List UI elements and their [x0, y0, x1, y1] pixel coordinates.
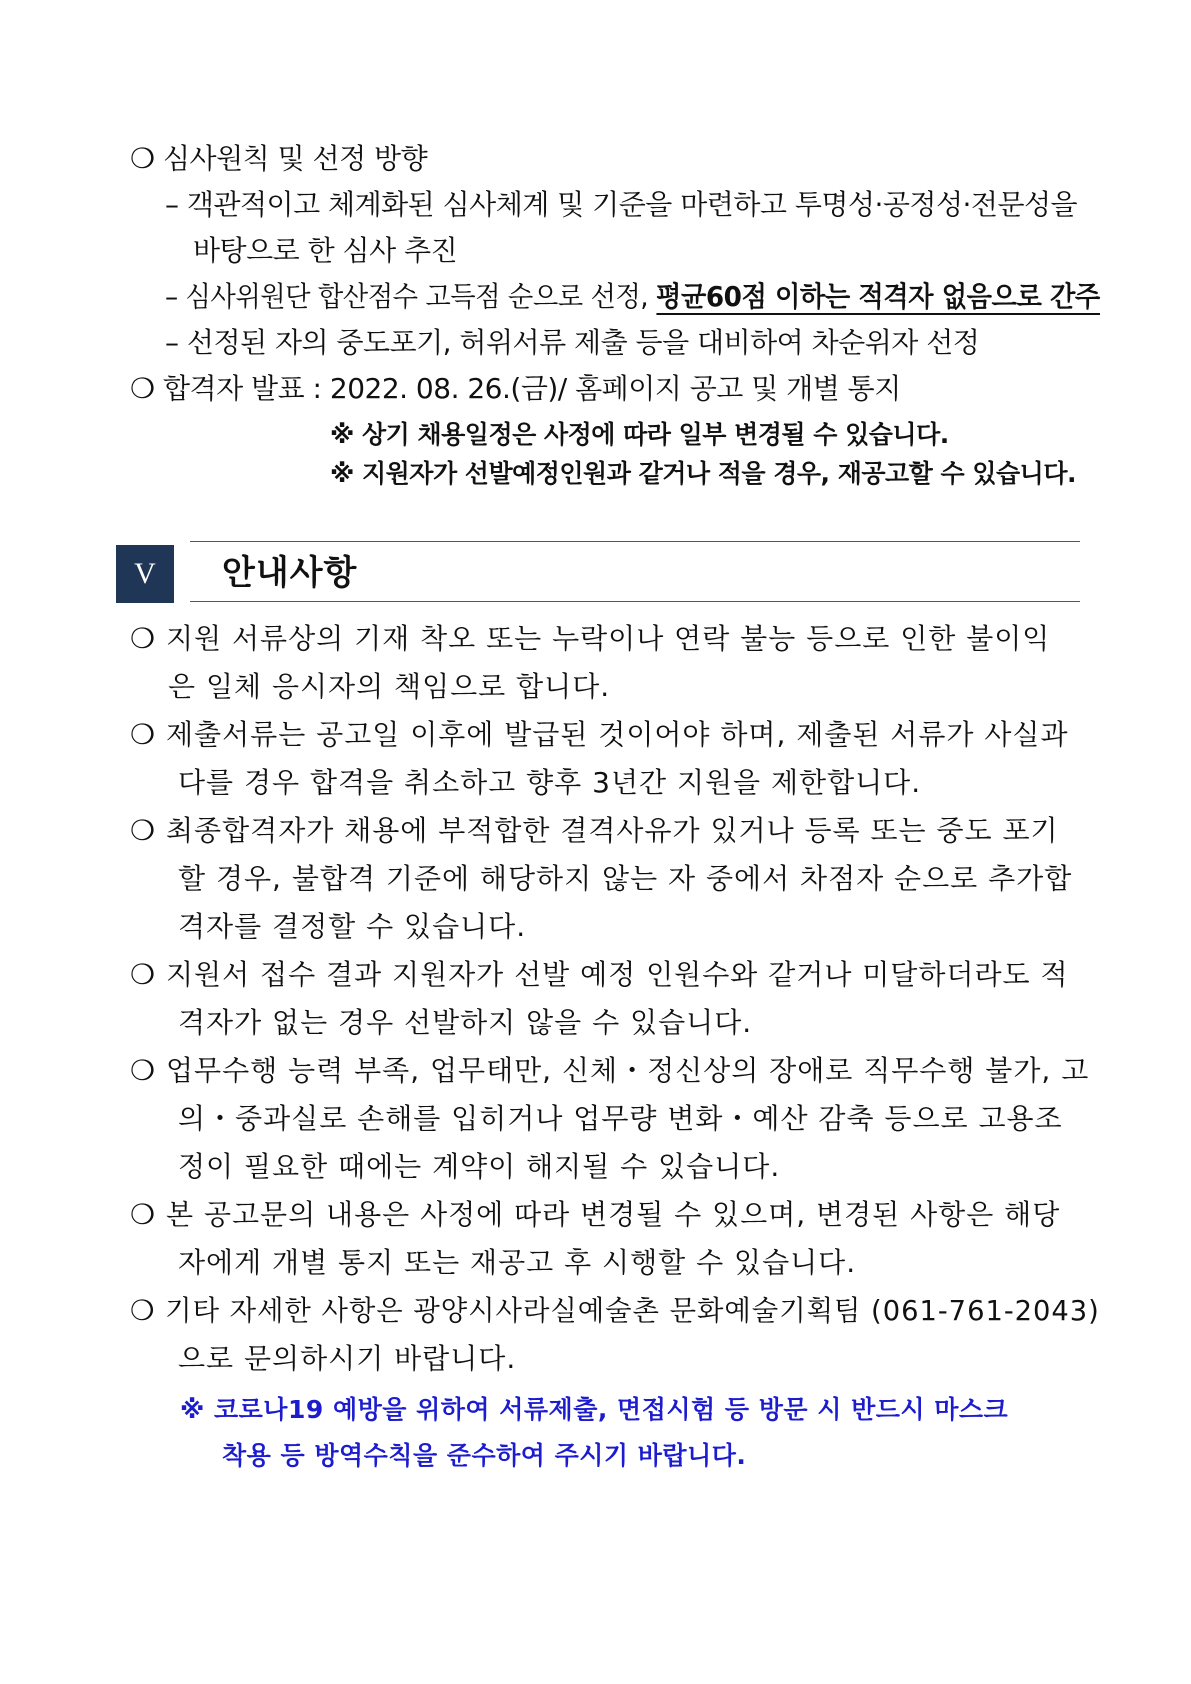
notice-3-line-3: 격자를 결정할 수 있습니다.: [178, 910, 527, 943]
notice-2-line-2: 다를 경우 합격을 취소하고 향후 3년간 지원을 제한합니다.: [178, 766, 922, 799]
criteria-item-2: [165, 280, 1100, 314]
section-bottom-rule: [190, 601, 1080, 602]
announcement-note-1: ※ 상기 채용일정은 사정에 따라 일부 변경될 수 있습니다.: [330, 420, 949, 449]
notice-7-line-1: ❍ 기타 자세한 사항은 광양시사라실예술촌 문화예술기획팀 (061-761-2043): [130, 1294, 1100, 1327]
notice-3-line-1: ❍ 최종합격자가 채용에 부적합한 결격사유가 있거나 등록 또는 중도 포기: [130, 814, 1059, 847]
notice-4-line-1: ❍ 지원서 접수 결과 지원자가 선발 예정 인원수와 같거나 미달하더라도 적: [130, 958, 1069, 991]
criteria-item-3: – 선정된 자의 중도포기, 허위서류 제출 등을 대비하여 차순위자 선정: [165, 326, 980, 359]
section-number-badge: V: [116, 545, 174, 603]
notice-5-line-3: 정이 필요한 때에는 계약이 해지될 수 있습니다.: [178, 1150, 781, 1183]
criteria-item-1-line-1: – 객관적이고 체계화된 심사체계 및 기준을 마련하고 투명성·공정성·전문성을: [165, 188, 1078, 221]
criteria-heading: ❍ 심사원칙 및 선정 방향: [130, 142, 428, 175]
notice-7-line-2: 으로 문의하시기 바랍니다.: [178, 1342, 517, 1375]
announcement-text: ❍ 합격자 발표 : 2022. 08. 26.(금)/ 홈페이지 공고 및 개별 통지: [130, 372, 901, 405]
notice-1-line-2: 은 일체 응시자의 책임으로 합니다.: [168, 670, 611, 703]
covid-notice-line-2: 착용 등 방역수칙을 준수하여 주시기 바랍니다.: [222, 1441, 747, 1470]
notice-6-line-1: ❍ 본 공고문의 내용은 사정에 따라 변경될 수 있으며, 변경된 사항은 해당: [130, 1198, 1061, 1231]
announcement-note-2: ※ 지원자가 선발예정인원과 같거나 적을 경우, 재공고할 수 있습니다.: [330, 459, 1076, 488]
criteria-item-1-line-2: 바탕으로 한 심사 추진: [193, 234, 458, 267]
covid-notice-line-1: ※ 코로나19 예방을 위하여 서류제출, 면접시험 등 방문 시 반드시 마스크: [180, 1395, 1009, 1424]
section-title: 안내사항: [222, 553, 358, 593]
notice-1-line-1: ❍ 지원 서류상의 기재 착오 또는 누락이나 연락 불능 등으로 인한 불이익: [130, 622, 1051, 655]
section-top-rule: [190, 541, 1080, 542]
notice-4-line-2: 격자가 없는 경우 선발하지 않을 수 있습니다.: [178, 1006, 753, 1039]
notice-5-line-1: ❍ 업무수행 능력 부족, 업무태만, 신체・정신상의 장애로 직무수행 불가, 고: [130, 1054, 1090, 1087]
notice-2-line-1: ❍ 제출서류는 공고일 이후에 발급된 것이어야 하며, 제출된 서류가 사실과: [130, 718, 1069, 751]
notice-6-line-2: 자에게 개별 통지 또는 재공고 후 시행할 수 있습니다.: [178, 1246, 857, 1279]
criteria-item-2-text: – 심사위원단 합산점수 고득점 순으로 선정,: [165, 280, 657, 313]
notice-5-line-2: 의・중과실로 손해를 입히거나 업무량 변화・예산 감축 등으로 고용조: [178, 1102, 1063, 1135]
criteria-item-2-emphasis: 평균60점 이하는 적격자 없음으로 간주: [656, 280, 1100, 313]
notice-3-line-2: 할 경우, 불합격 기준에 해당하지 않는 자 중에서 차점자 순으로 추가합: [178, 862, 1073, 895]
